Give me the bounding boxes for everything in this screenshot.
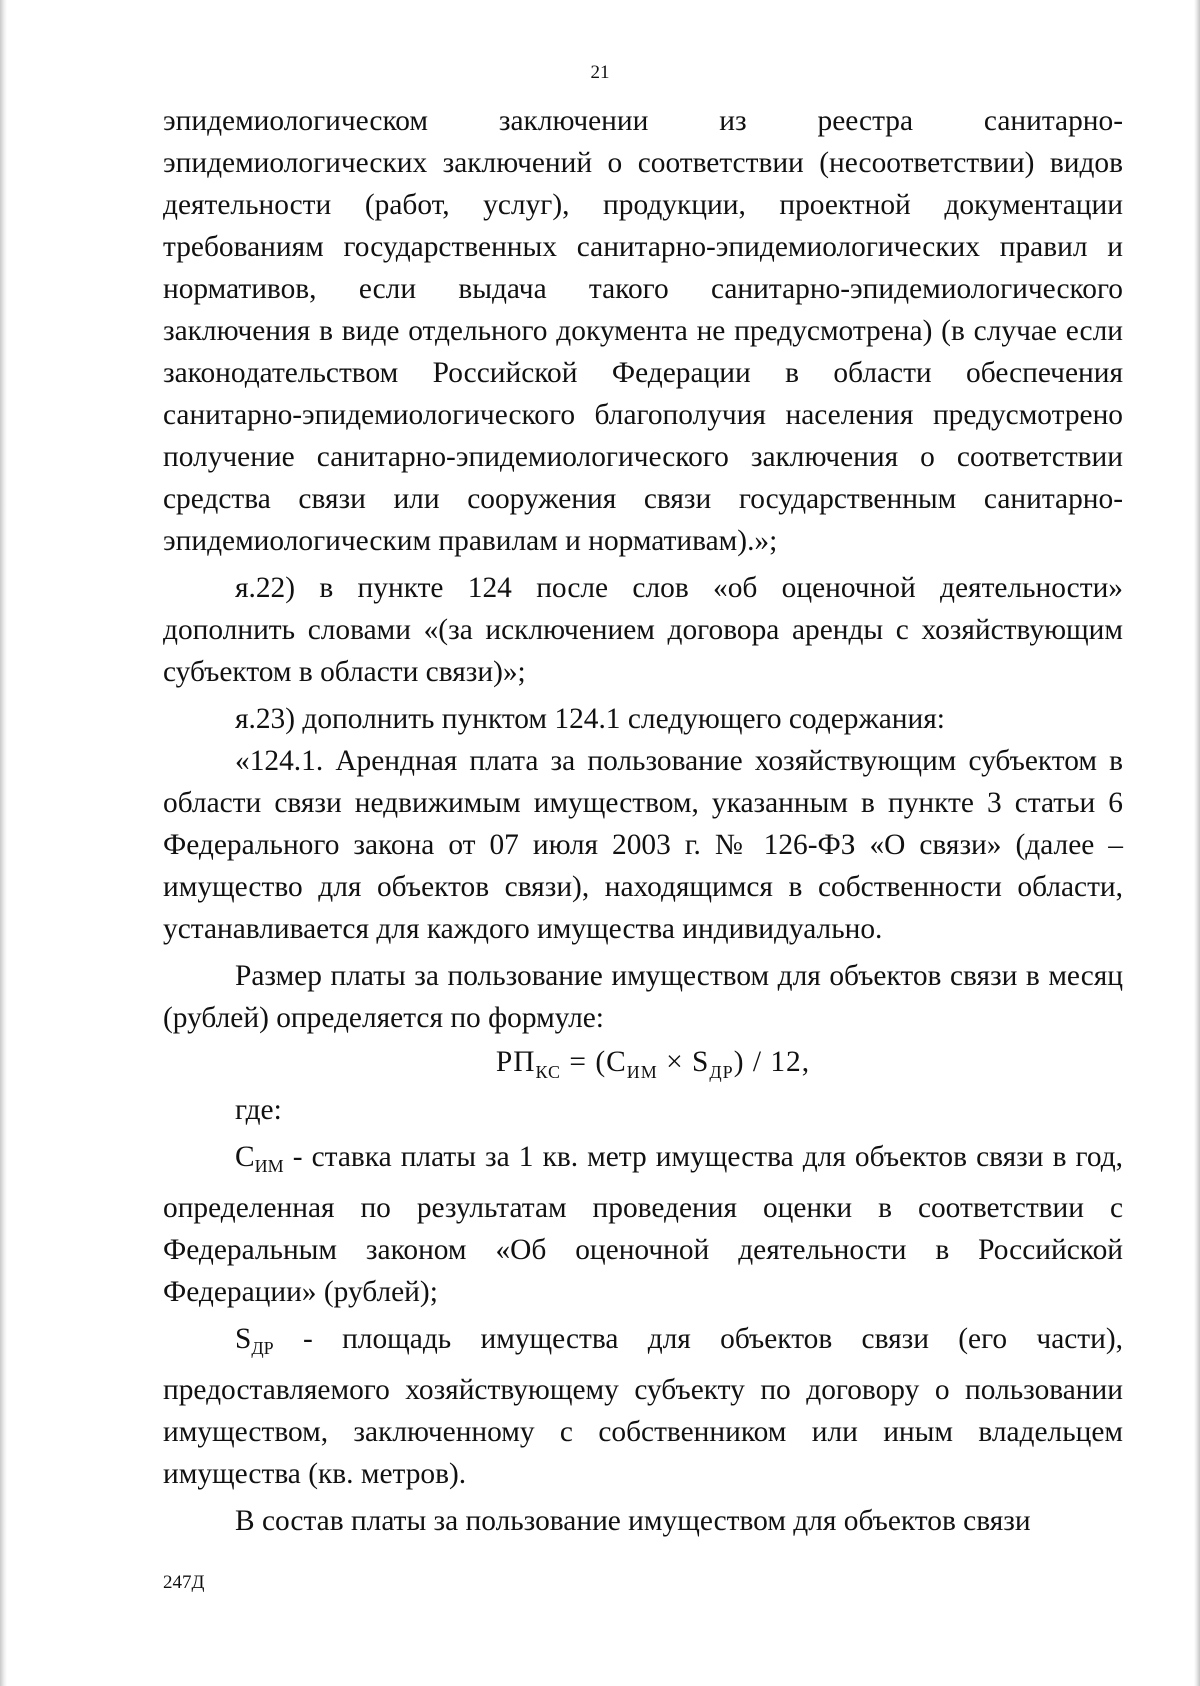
page-number: 21	[590, 62, 610, 83]
formula-tail: ) / 12,	[733, 1046, 811, 1078]
paragraph-sanitary-conclusion: эпидемиологическом заключении из реестра санитарно-эпидемиологических заключений о соответствии (несоответствии) видов деятельности (работ, услуг), продукции, проектной документации требованиям государственных санитарно-эпидемиологических правил и нормативов, если выдача такого санитарно-эпидемиологического заключения в виде отдельного документа не предусмотрена) (в случае если законодательством Российской Федерации в области обеспечения санитарно-эпидемиологического благополучия населения предусмотрено получение санитарно-эпидемиологического заключения о соответствии средства связи или сооружения связи государственным санитарно-эпидемиологическим правилам и нормативам).»;	[163, 105, 1123, 557]
var-s-subscript: ДР	[251, 1338, 274, 1358]
paragraph-where: где:	[235, 1094, 282, 1126]
paragraph-var-s-definition	[163, 1318, 1123, 1495]
paragraph-var-c-definition	[163, 1136, 1123, 1313]
scan-edge-left	[0, 0, 7, 1686]
var-c-text: - ставка платы за 1 кв. метр имущества для объектов связи в год, определенная по результатам проведения оценки в соответствии с Федеральным законом «Об оценочной деятельности в Российской Федерации» (рублей);	[163, 1141, 1123, 1308]
paragraph-item-ya23: я.23) дополнить пунктом 124.1 следующего содержания:	[235, 703, 945, 735]
var-c-symbol: С	[235, 1141, 255, 1173]
formula-eq-open: = (С	[561, 1046, 627, 1078]
paragraph-item-ya22: я.22) в пункте 124 после слов «об оценочной деятельности» дополнить словами «(за исключением договора аренды с хозяйствующим субъектом в области связи)»;	[163, 572, 1123, 688]
paragraph-clause-124-1: «124.1. Арендная плата за пользование хозяйствующим субъектом в области связи недвижимым имуществом, указанным в пункте 3 статьи 6 Федерального закона от 07 июля 2003 г. № 126-ФЗ «О связи» (далее – имущество для объектов связи), находящимся в собственности области, устанавливается для каждого имущества индивидуально.	[163, 745, 1123, 945]
document-body	[163, 100, 1123, 1542]
var-c-subscript: ИМ	[254, 1156, 284, 1176]
formula-c-subscript: ИМ	[626, 1062, 658, 1082]
formula-s-subscript: ДР	[709, 1062, 734, 1082]
scan-edge-right	[1194, 0, 1200, 1686]
var-s-text: - площадь имущества для объектов связи (его части), предоставляемого хозяйствующему субъекту по договору о пользовании имуществом, заключенному с собственником или иным владельцем имущества (кв. метров).	[163, 1323, 1123, 1490]
paragraph-payment-size: Размер платы за пользование имуществом для объектов связи в месяц (рублей) определяется по формуле:	[163, 960, 1123, 1034]
footer-document-code: 247Д	[163, 1572, 205, 1593]
var-s-symbol: S	[235, 1323, 252, 1355]
formula-lhs: РП	[495, 1046, 536, 1078]
rent-formula	[163, 1039, 1123, 1089]
paragraph-payment-composition: В состав платы за пользование имуществом для объектов связи	[235, 1505, 1031, 1537]
formula-times: × S	[657, 1046, 710, 1078]
formula-lhs-subscript: КС	[535, 1062, 562, 1082]
